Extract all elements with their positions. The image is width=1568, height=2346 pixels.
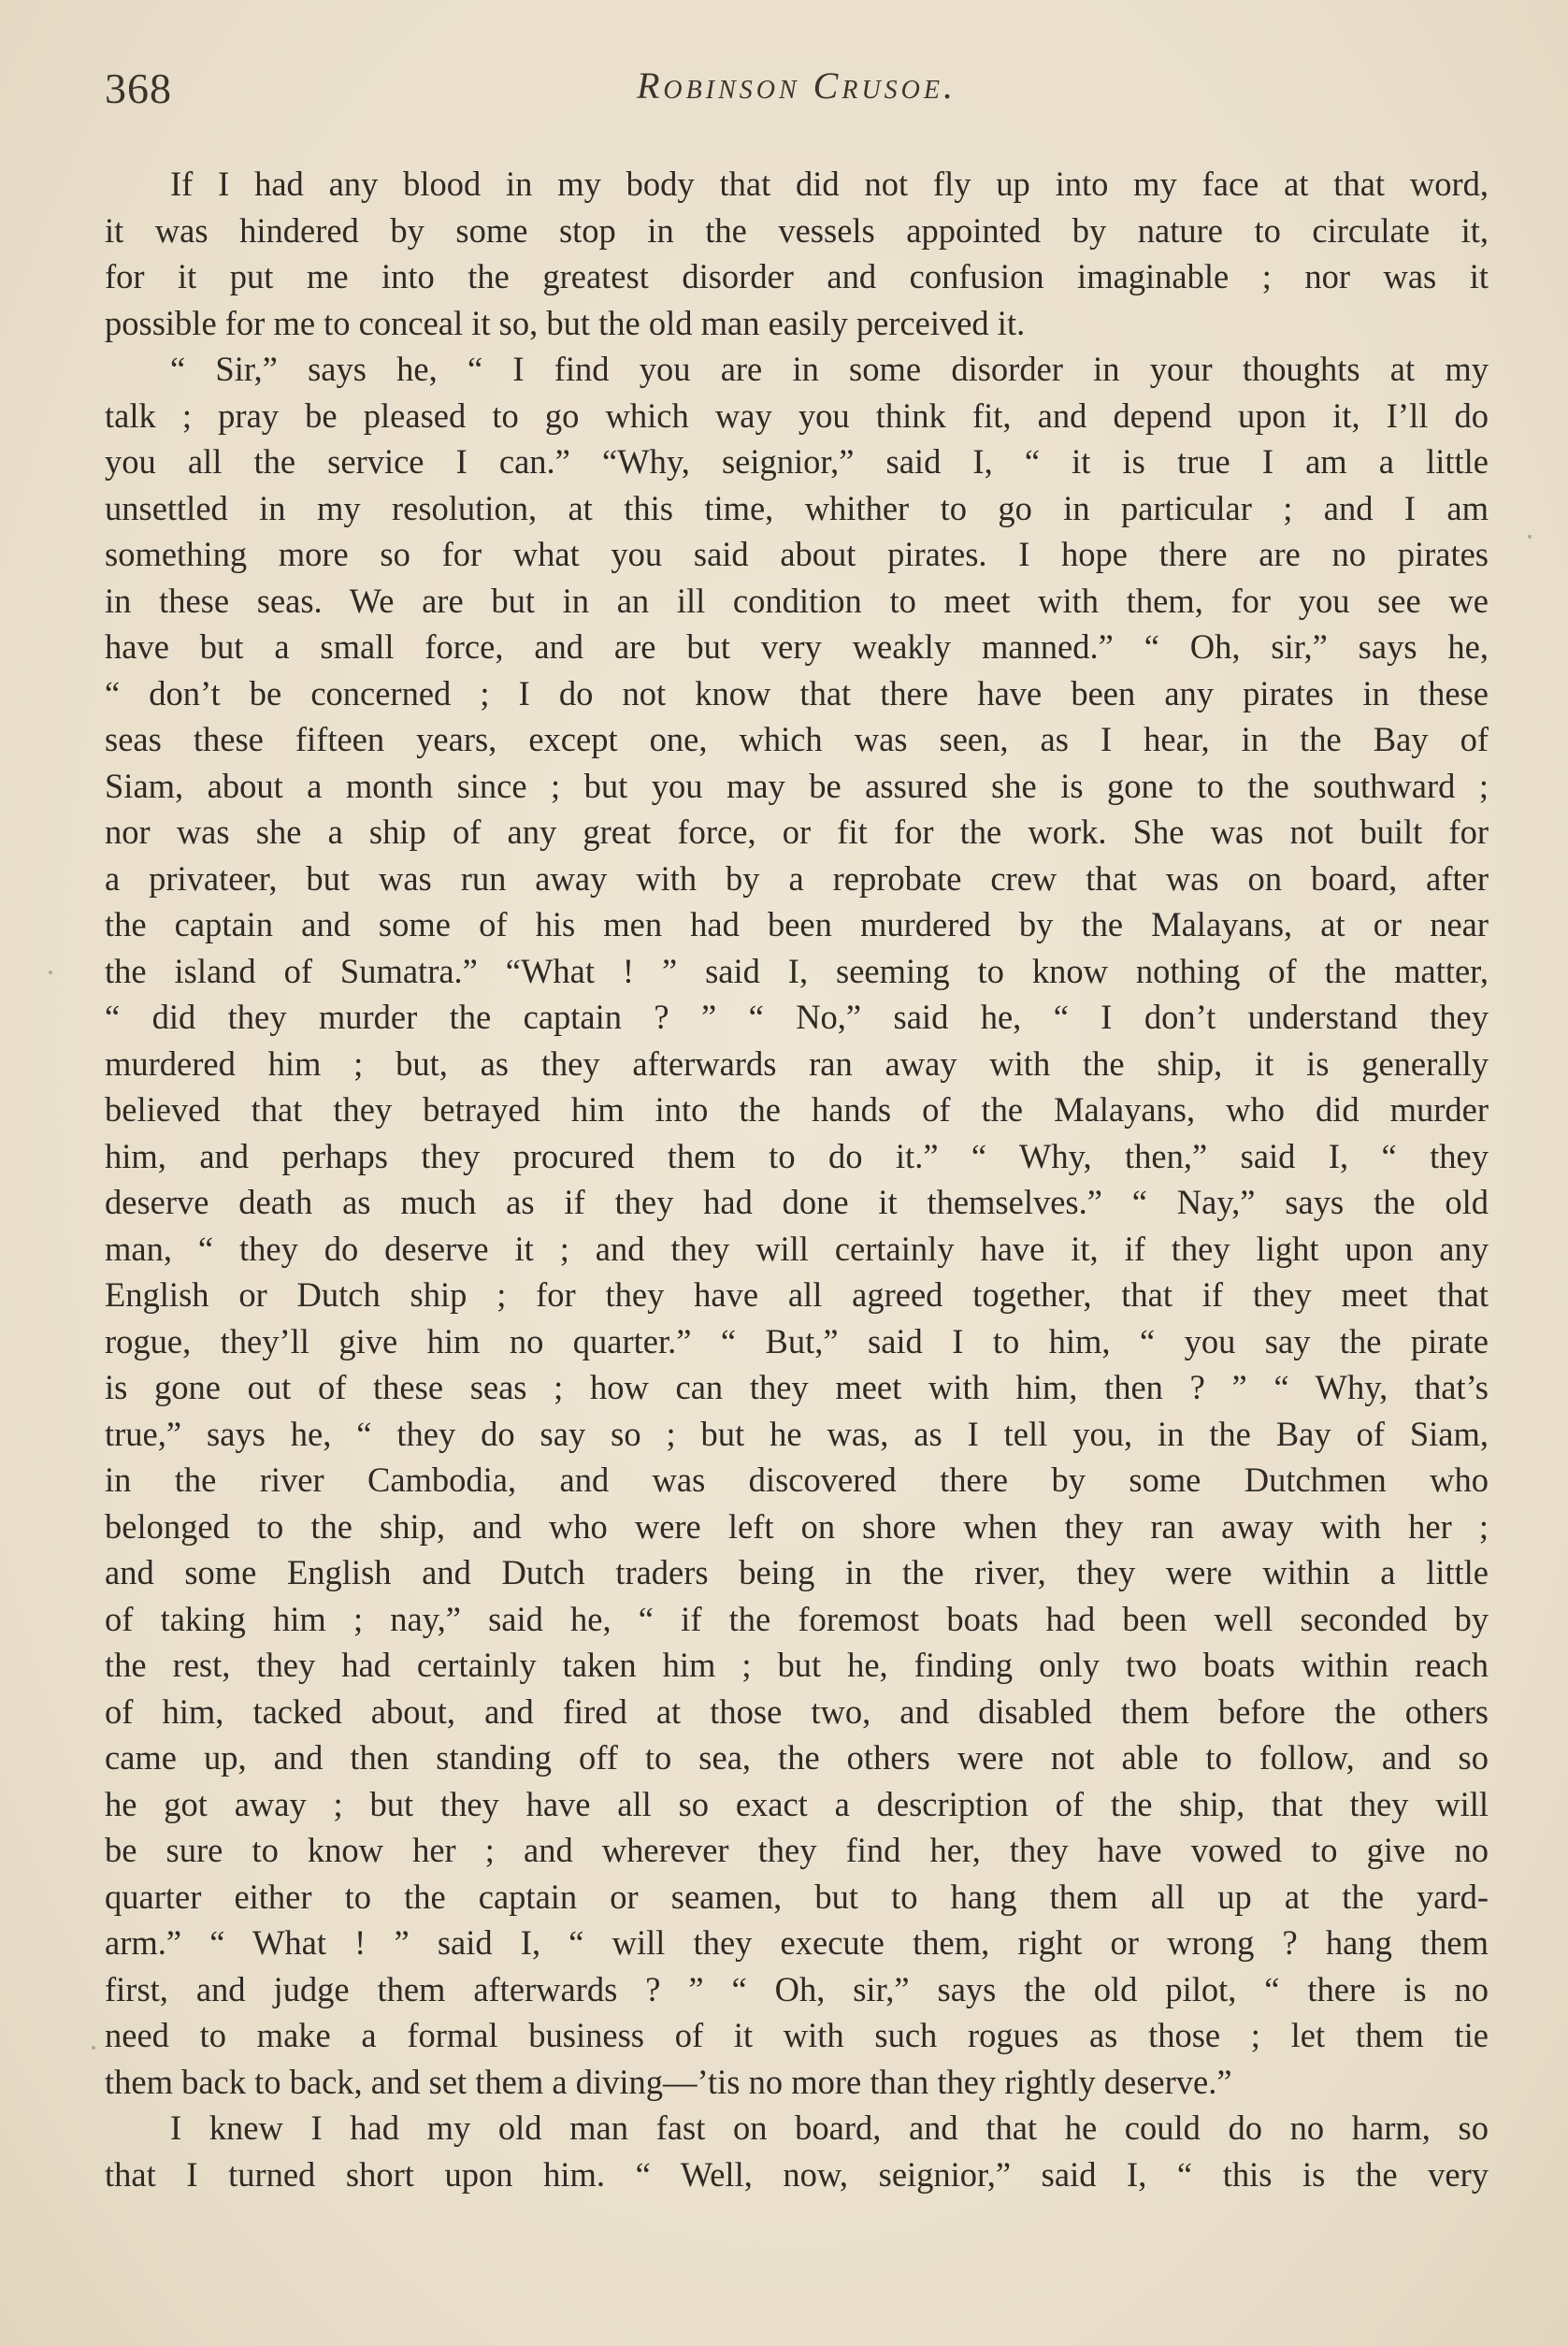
text-line: talk ; pray be pleased to go which way you think fit, and depend upon it, I’ll do bbox=[105, 396, 1489, 435]
text-line: belonged to the ship, and who were left on shore when they ran away with her ; bbox=[105, 1506, 1489, 1546]
text-line: and some English and Dutch traders being in the river, they were within a little bbox=[105, 1553, 1489, 1591]
text-line: in the river Cambodia, and was discovered there by some Dutchmen who bbox=[105, 1461, 1489, 1499]
text-line: unsettled in my resolution, at this time, whither to go in particular ; and I am bbox=[105, 488, 1489, 527]
text-line: in these seas. We are but in an ill condition to meet with them, for you see we bbox=[105, 581, 1489, 620]
text-line: murdered him ; but, as they afterwards ran away with the ship, it is generally bbox=[105, 1043, 1489, 1083]
text-line: Siam, about a month since ; but you may be assured she is gone to the southward ; bbox=[105, 766, 1489, 805]
text-line: the rest, they had certainly taken him ; but he, finding only two boats within reach bbox=[105, 1646, 1489, 1684]
text-line: something more so for what you said about pirates. I hope there are no pirates bbox=[105, 535, 1489, 573]
text-line: need to make a formal business of it with such rogues as those ; let them tie bbox=[105, 2016, 1489, 2054]
body-text bbox=[105, 161, 1489, 2197]
text-line: “ did they murder the captain ? ” “ No,” said he, “ I don’t understand they bbox=[105, 998, 1489, 1036]
text-line: “ Sir,” says he, “ I find you are in some disorder in your thoughts at my bbox=[170, 350, 1489, 388]
text-line: have but a small force, and are but very weakly manned.” “ Oh, sir,” says he, bbox=[105, 627, 1489, 666]
text-line: believed that they betrayed him into the hands of the Malayans, who did murder bbox=[105, 1090, 1489, 1129]
text-line: it was hindered by some stop in the vessels appointed by nature to circulate it, bbox=[105, 210, 1489, 250]
text-line: came up, and then standing off to sea, the others were not able to follow, and so bbox=[105, 1738, 1489, 1777]
text-line: of him, tacked about, and fired at those two, and disabled them before the others bbox=[105, 1691, 1489, 1731]
text-line: deserve death as much as if they had done it themselves.” “ Nay,” says the old bbox=[105, 1183, 1489, 1221]
text-line: first, and judge them afterwards ? ” “ Oh, sir,” says the old pilot, “ there is no bbox=[105, 1969, 1489, 2008]
text-line: him, and perhaps they procured them to do it.” “ Why, then,” said I, “ they bbox=[105, 1136, 1489, 1175]
running-title bbox=[105, 64, 1489, 108]
paper-speck bbox=[49, 971, 52, 974]
text-line: for it put me into the greatest disorder and confusion imaginable ; nor was it bbox=[105, 257, 1489, 295]
text-line: of taking him ; nay,” said he, “ if the foremost boats had been well seconded by bbox=[105, 1599, 1489, 1638]
text-line: “ don’t be concerned ; I do not know that there have been any pirates in these bbox=[105, 673, 1489, 712]
text-line: rogue, they’ll give him no quarter.” “ But,” said I to him, “ you say the pirate bbox=[105, 1321, 1489, 1360]
text-line: is gone out of these seas ; how can they meet with him, then ? ” “ Why, that’s bbox=[105, 1368, 1489, 1406]
text-line: seas these fifteen years, except one, which was seen, as I hear, in the Bay of bbox=[105, 720, 1489, 758]
text-line: man, “ they do deserve it ; and they will certainly have it, if they light upon any bbox=[105, 1229, 1489, 1268]
paper-speck bbox=[1528, 535, 1532, 539]
paper-speck bbox=[92, 2046, 95, 2050]
text-line: possible for me to conceal it so, but the old man easily perceived it. bbox=[105, 303, 1026, 342]
page-header bbox=[105, 64, 1489, 129]
text-line: the captain and some of his men had been murdered by the Malayans, at or near bbox=[105, 905, 1489, 943]
text-line: the island of Sumatra.” “What ! ” said I, seeming to know nothing of the matter, bbox=[105, 951, 1489, 990]
text-line: be sure to know her ; and wherever they find her, they have vowed to give no bbox=[105, 1831, 1489, 1869]
text-line: English or Dutch ship ; for they have all agreed together, that if they meet that bbox=[105, 1275, 1489, 1314]
text-line: quarter either to the captain or seamen, but to hang them all up at the yard- bbox=[105, 1877, 1489, 1916]
text-line: true,” says he, “ they do say so ; but he was, as I tell you, in the Bay of Siam, bbox=[105, 1414, 1489, 1453]
text-line: If I had any blood in my body that did not fly up into my face at that word, bbox=[170, 165, 1489, 203]
text-line: you all the service I can.” “Why, seignior,” said I, “ it is true I am a little bbox=[105, 442, 1489, 481]
text-line: he got away ; but they have all so exact a description of the ship, that they will bbox=[105, 1784, 1489, 1823]
text-line: them back to back, and set them a diving—’tis no more than they rightly deserve.” bbox=[105, 2062, 1232, 2101]
page-number: 368 bbox=[105, 65, 172, 112]
text-line: that I turned short upon him. “ Well, now, seignior,” said I, “ this is the very bbox=[105, 2154, 1489, 2194]
running-title-text: Robinson Crusoe. bbox=[637, 65, 957, 107]
text-line: arm.” “ What ! ” said I, “ will they execute them, right or wrong ? hang them bbox=[105, 1923, 1489, 1962]
text-line: I knew I had my old man fast on board, and that he could do no harm, so bbox=[170, 2109, 1489, 2147]
text-line: a privateer, but was run away with by a reprobate crew that was on board, after bbox=[105, 858, 1489, 898]
text-line: nor was she a ship of any great force, or fit for the work. She was not built for bbox=[105, 813, 1489, 851]
